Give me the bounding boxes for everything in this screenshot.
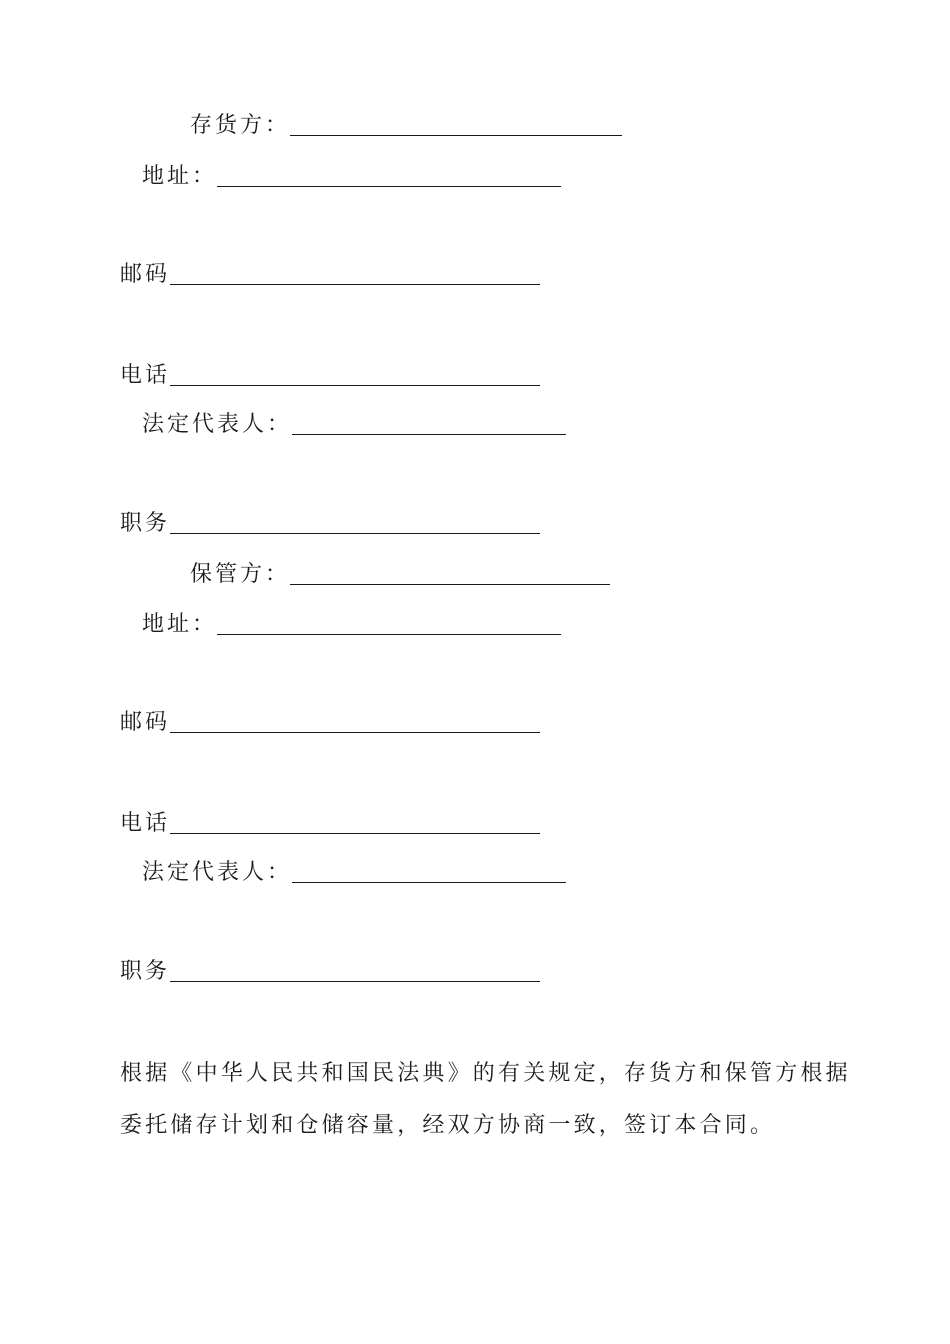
depositor-phone-blank[interactable] [170,363,540,386]
custodian-party-row [190,561,610,589]
custodian-phone-label: 电话 [120,811,171,836]
depositor-phone-label: 电话 [120,363,171,388]
custodian-postcode-row [120,709,540,737]
custodian-address-blank[interactable] [217,612,561,635]
custodian-address-label: 地址： [142,612,218,637]
custodian-phone-row [120,810,540,838]
custodian-address-row [142,611,561,639]
custodian-postcode-label: 邮码 [120,710,171,735]
depositor-address-row [142,163,561,191]
depositor-position-label: 职务 [120,511,171,536]
depositor-postcode-blank[interactable] [170,262,540,285]
custodian-legal-rep-label: 法定代表人： [142,860,293,885]
custodian-postcode-blank[interactable] [170,710,540,733]
depositor-postcode-row [120,261,540,289]
depositor-phone-row [120,362,540,390]
depositor-party-blank[interactable] [290,113,622,136]
custodian-position-blank[interactable] [170,959,540,982]
custodian-party-label: 保管方： [190,562,291,587]
depositor-postcode-label: 邮码 [120,262,171,287]
depositor-position-row [120,510,540,538]
depositor-address-blank[interactable] [217,164,561,187]
custodian-phone-blank[interactable] [170,811,540,834]
depositor-legal-rep-row [142,411,566,439]
depositor-address-label: 地址： [142,164,218,189]
depositor-party-label: 存货方： [190,113,291,138]
custodian-party-blank[interactable] [290,562,610,585]
custodian-position-row [120,958,540,986]
preamble-line-1: 根据《中华人民共和国民法典》的有关规定，存货方和保管方根据 [120,1061,851,1086]
preamble-paragraph [120,1048,851,1152]
depositor-position-blank[interactable] [170,511,540,534]
depositor-legal-rep-label: 法定代表人： [142,412,293,437]
custodian-position-label: 职务 [120,959,171,984]
preamble-line-2: 委托储存计划和仓储容量，经双方协商一致，签订本合同。 [120,1113,776,1138]
custodian-legal-rep-row [142,859,566,887]
custodian-legal-rep-blank[interactable] [292,860,566,883]
depositor-party-row [190,112,622,140]
depositor-legal-rep-blank[interactable] [292,412,566,435]
